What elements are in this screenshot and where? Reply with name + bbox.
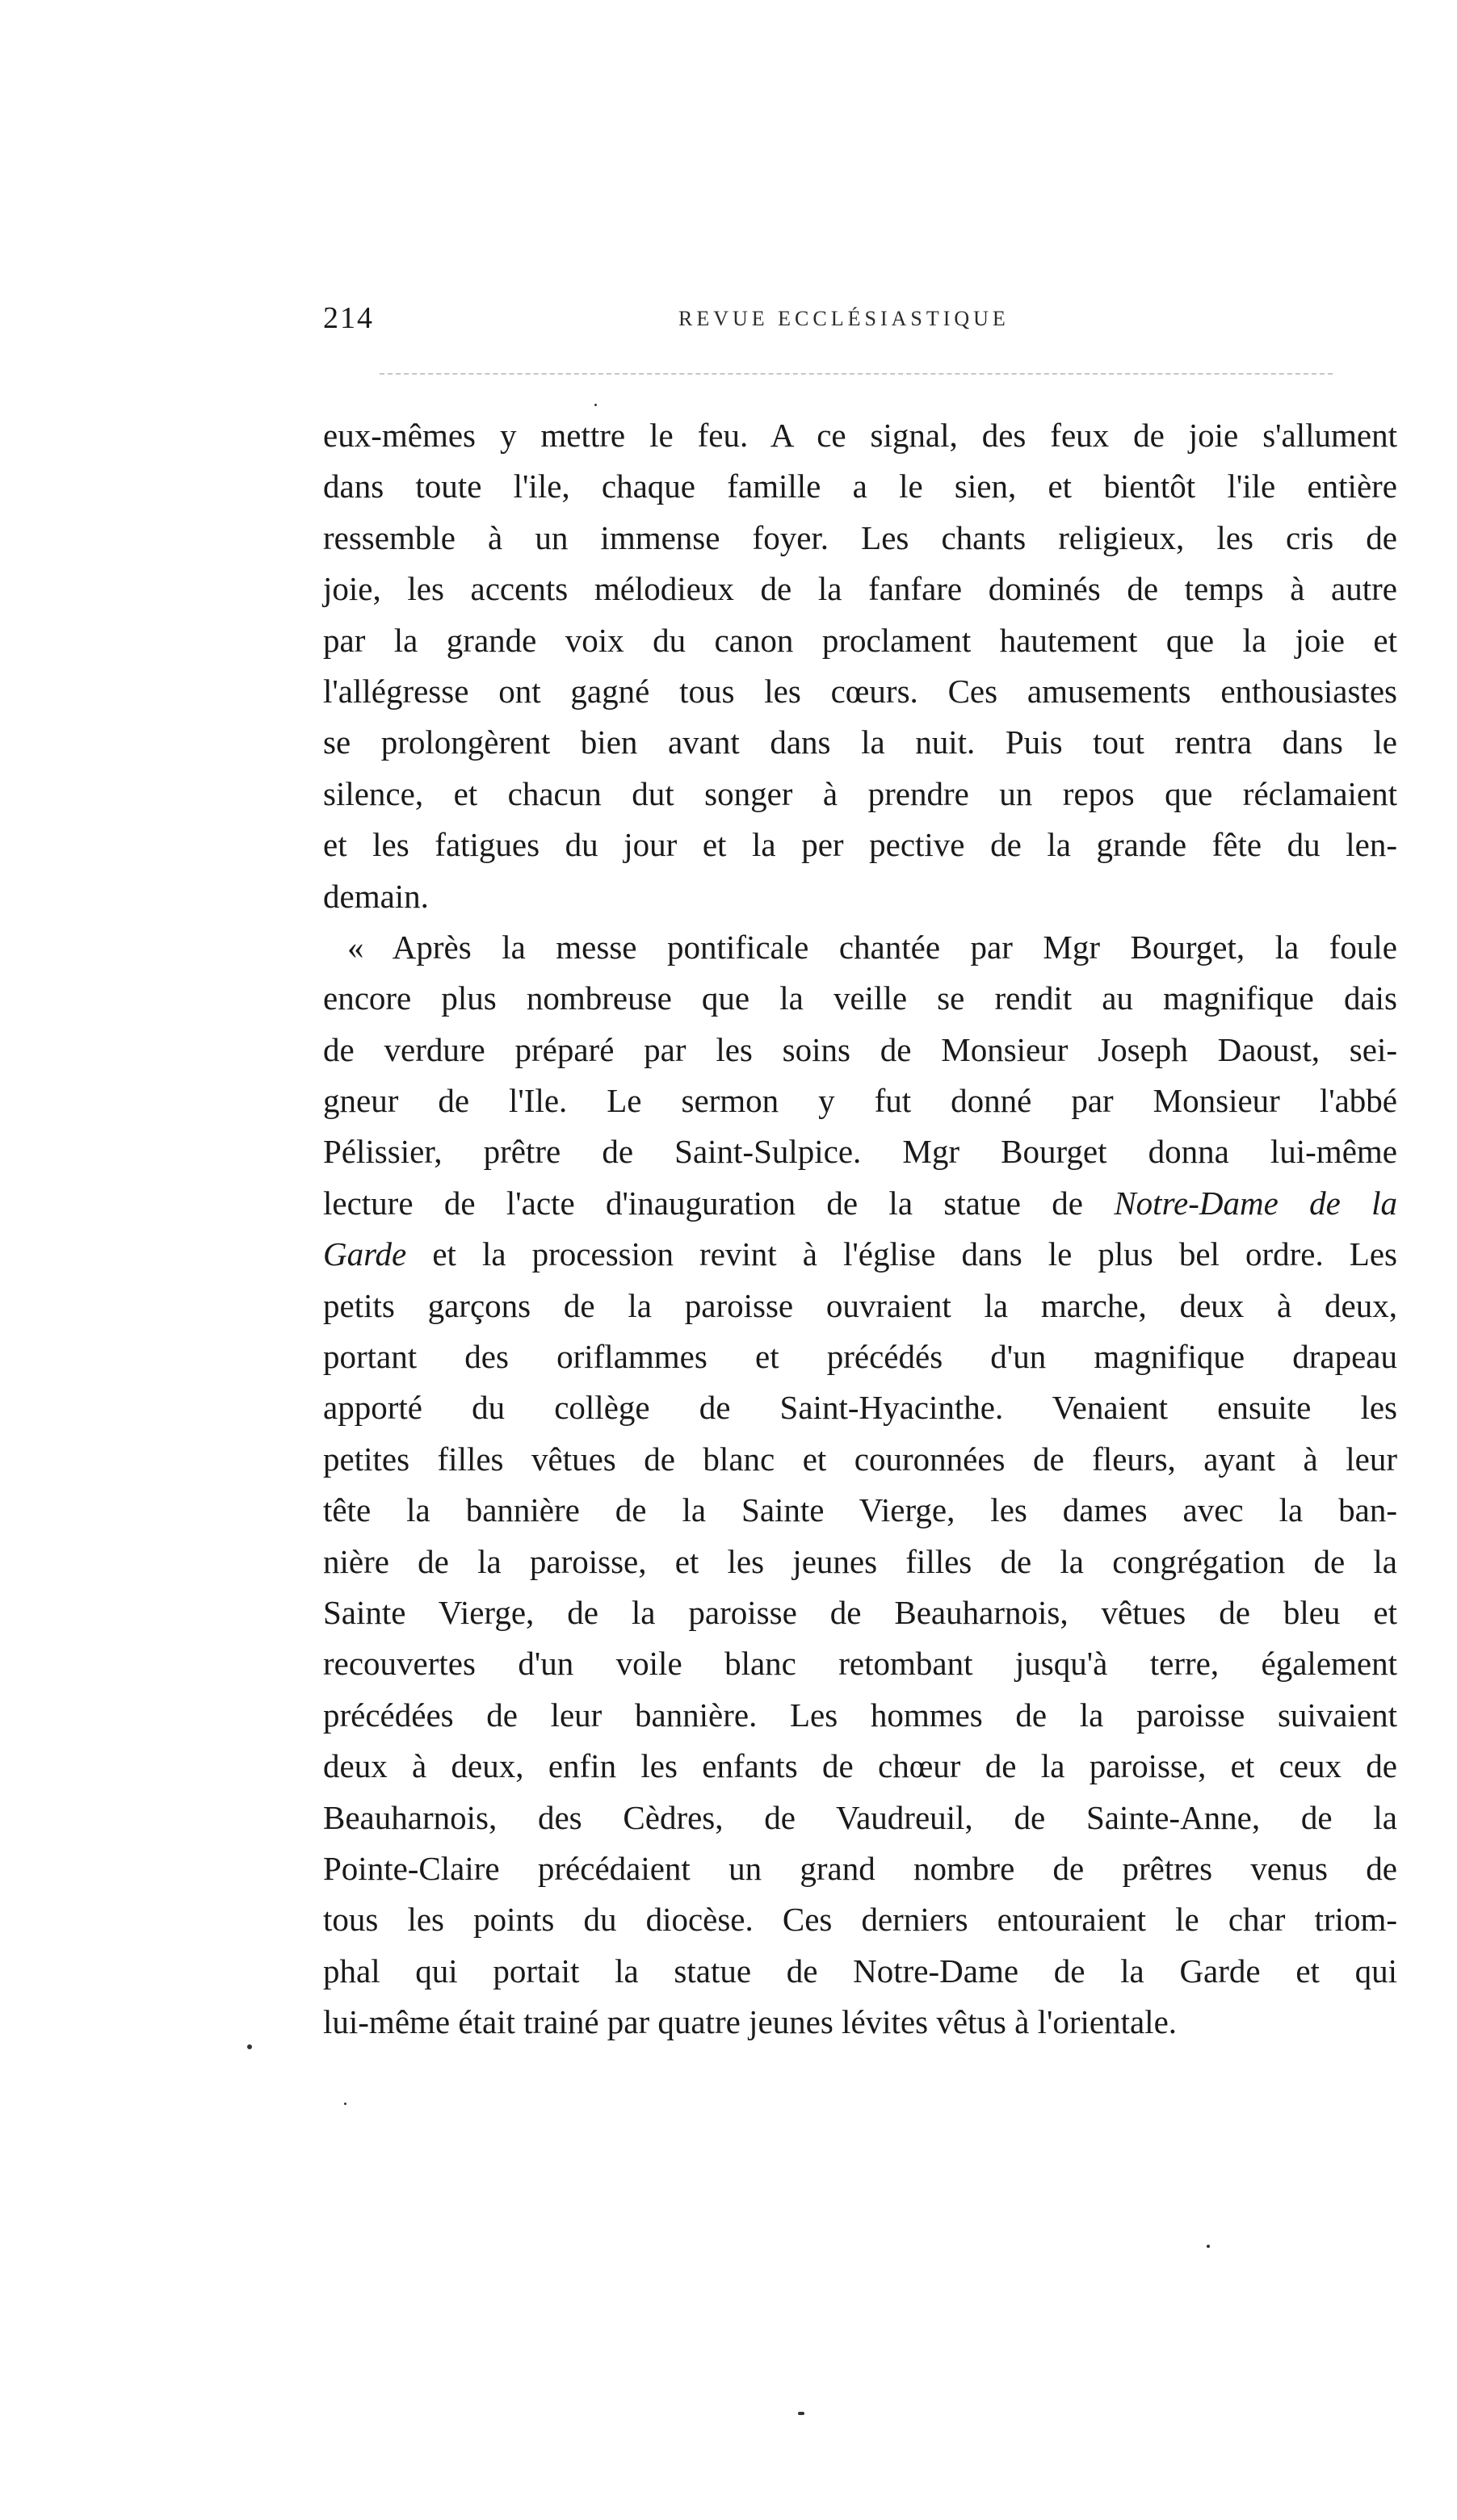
body-text [323,410,1397,2048]
page-number: 214 [323,301,374,335]
paragraph-2 [323,922,1397,2048]
text-line: précédées de leur bannière. Les hommes de la paroisse suivaient [323,1696,1397,1734]
scan-speck [1207,2245,1210,2248]
text-line: petites filles vêtues de blanc et couronnées de fleurs, ayant à leur [323,1440,1397,1478]
text-line: dans toute l'ile, chaque famille a le sien, et bientôt l'ile entière [323,468,1397,505]
running-head: REVUE ECCLÉSIASTIQUE [678,307,1010,330]
text-line: et les fatigues du jour et la per pective de la grande fête du len- [323,826,1397,864]
text-line: se prolongèrent bien avant dans la nuit. Puis tout rentra dans le [323,723,1397,761]
italic-title: Notre-Dame de la [1114,1184,1398,1222]
text-line [323,1178,1397,1229]
text-line: joie, les accents mélodieux de la fanfare dominés de temps à autre [323,570,1397,608]
text-line: « Après la messe pontificale chantée par Mgr Bourget, la foule [347,928,1397,966]
text-line: ressemble à un immense foyer. Les chants religieux, les cris de [323,518,1397,556]
scan-speck [247,2044,252,2049]
text-line: eux-mêmes y mettre le feu. A ce signal, des feux de joie s'allument [323,417,1397,454]
text-line: encore plus nombreuse que la veille se rendit au magnifique dais [323,979,1397,1017]
text-line: portant des oriflammes et précédés d'un magnifique drapeau [323,1338,1397,1376]
scan-speck [594,404,597,406]
text-line: Beauharnois, des Cèdres, de Vaudreuil, de Sainte-Anne, de la [323,1798,1397,1836]
text-line: lui-même était trainé par quatre jeunes lévites vêtus à l'orientale. [323,2003,1178,2041]
scan-speck [798,2412,804,2415]
text-line: recouvertes d'un voile blanc retombant jusqu'à terre, également [323,1645,1397,1683]
text-line: tête la bannière de la Sainte Vierge, les dames avec la ban- [323,1491,1397,1529]
text-line: nière de la paroisse, et les jeunes filles de la congrégation de la [323,1542,1397,1580]
text-line: deux à deux, enfin les enfants de chœur de la paroisse, et ceux de [323,1747,1397,1785]
text-line: tous les points du diocèse. Ces derniers entouraient le char triom- [323,1901,1397,1939]
scan-speck [344,2103,346,2105]
text-line [323,1229,1397,1280]
text-line: gneur de l'Ile. Le sermon y fut donné par Monsieur l'abbé [323,1082,1397,1120]
text-line: apporté du collège de Saint-Hyacinthe. Venaient ensuite les [323,1389,1397,1427]
text-line: de verdure préparé par les soins de Monsieur Joseph Daoust, sei- [323,1030,1397,1068]
text-line: phal qui portait la statue de Notre-Dame de la Garde et qui [323,1952,1397,1990]
paragraph-1 [323,410,1397,922]
text-line: petits garçons de la paroisse ouvraient la marche, deux à deux, [323,1286,1397,1324]
text-line: silence, et chacun dut songer à prendre un repos que réclamaient [323,774,1397,812]
text-line: demain. [323,877,429,915]
text-fragment: et la procession revint à l'église dans le plus bel ordre. Les [406,1235,1397,1273]
italic-title: Garde [323,1235,407,1273]
page-header [323,300,1397,349]
text-line: Pointe-Claire précédaient un grand nombre de prêtres venus de [323,1849,1397,1887]
text-line: par la grande voix du canon proclament hautement que la joie et [323,621,1397,659]
text-line: Sainte Vierge, de la paroisse de Beauharnois, vêtues de bleu et [323,1593,1397,1631]
text-line: l'allégresse ont gagné tous les cœurs. Ces amusements enthousiastes [323,672,1397,710]
text-fragment: lecture de l'acte d'inauguration de la statue de [323,1184,1115,1222]
header-rule [380,373,1333,379]
text-line: Pélissier, prêtre de Saint-Sulpice. Mgr Bourget donna lui-même [323,1133,1397,1171]
